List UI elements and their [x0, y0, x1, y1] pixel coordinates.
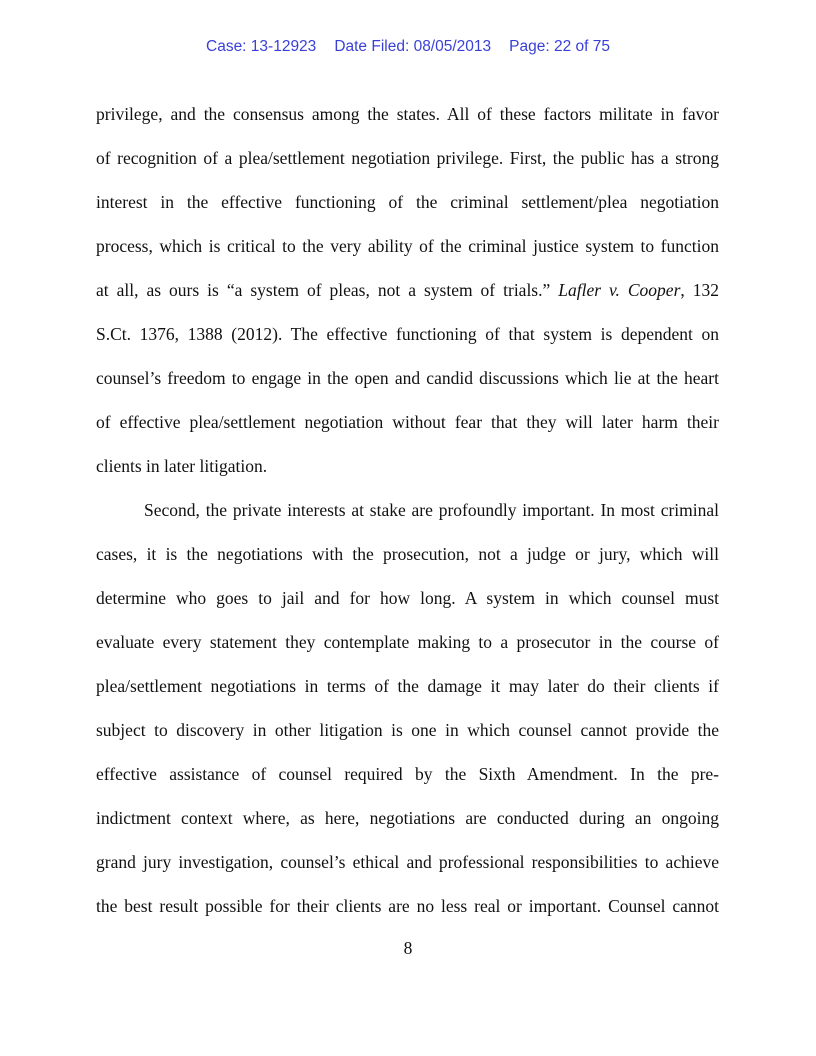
text-line: the best result possible for their clients are no less real or important. Counsel cannot	[96, 896, 719, 916]
paragraph-2	[96, 488, 719, 928]
text-line: interest in the effective functioning of the criminal settlement/plea negotiation	[96, 192, 719, 212]
text-line: of effective plea/settlement negotiation without fear that they will later harm their	[96, 412, 719, 432]
text-segment: , 132	[680, 280, 719, 300]
paragraph-1	[96, 92, 719, 488]
text-line: privilege, and the consensus among the states. All of these factors militate in favor	[96, 104, 719, 124]
case-number: Case: 13-12923	[206, 38, 317, 55]
text-line: process, which is critical to the very ability of the criminal justice system to function	[96, 236, 719, 256]
text-line: of recognition of a plea/settlement negotiation privilege. First, the public has a strong	[96, 148, 719, 168]
text-line: determine who goes to jail and for how long. A system in which counsel must	[96, 588, 719, 608]
text-line-citation	[96, 268, 719, 312]
text-line: indictment context where, as here, negotiations are conducted during an ongoing	[96, 808, 719, 828]
text-line: clients in later litigation.	[96, 456, 268, 476]
body-text	[96, 92, 719, 928]
date-filed: Date Filed: 08/05/2013	[334, 38, 492, 55]
text-line: grand jury investigation, counsel’s ethical and professional responsibilities to achieve	[96, 852, 719, 872]
text-line: subject to discovery in other litigation is one in which counsel cannot provide the	[96, 720, 719, 740]
text-line: S.Ct. 1376, 1388 (2012). The effective functioning of that system is dependent on	[96, 324, 719, 344]
text-line: Second, the private interests at stake are profoundly important. In most criminal	[144, 500, 719, 520]
text-line: evaluate every statement they contemplate making to a prosecutor in the course of	[96, 632, 719, 652]
page-count: Page: 22 of 75	[509, 38, 610, 55]
filing-header	[0, 38, 816, 56]
case-citation: Lafler v. Cooper	[558, 280, 681, 300]
page-number: 8	[403, 938, 413, 958]
text-line: plea/settlement negotiations in terms of the damage it may later do their clients if	[96, 676, 719, 696]
text-segment: at all, as ours is “a system of pleas, not a system of trials.”	[96, 280, 551, 300]
text-line: cases, it is the negotiations with the prosecution, not a judge or jury, which will	[96, 544, 719, 564]
text-line: counsel’s freedom to engage in the open and candid discussions which lie at the heart	[96, 368, 719, 388]
text-line: effective assistance of counsel required by the Sixth Amendment. In the pre-	[96, 764, 719, 784]
